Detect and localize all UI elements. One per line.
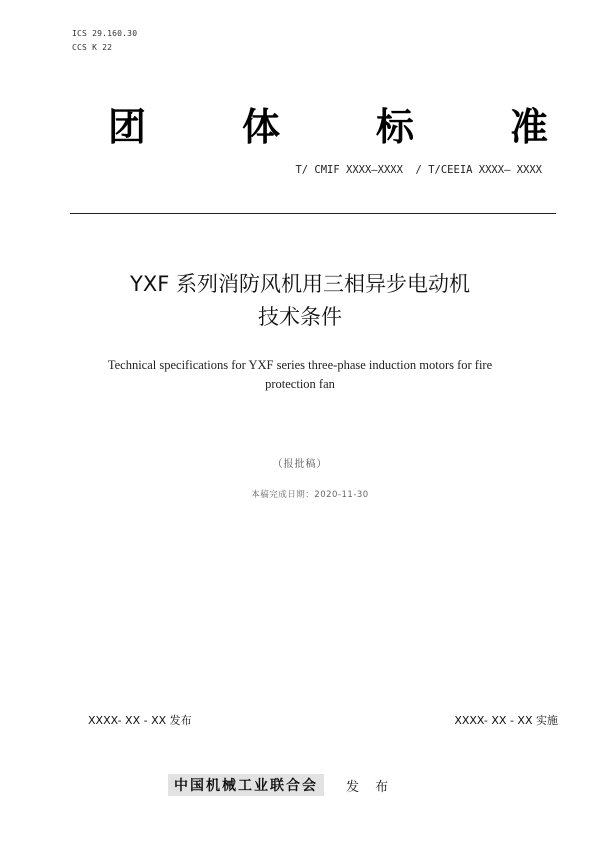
standard-number: T/ CMIF XXXX—XXXX / T/CEEIA XXXX— XXXX	[295, 164, 542, 176]
publish-label: 发 布	[346, 779, 395, 795]
ics-code: ICS 29.160.30	[72, 29, 138, 38]
implementation-date: XXXX- XX - XX 实施	[454, 714, 558, 727]
classification-codes	[72, 27, 137, 55]
publisher-footer	[168, 774, 394, 796]
divider-line	[70, 213, 556, 214]
chinese-title-line2: 技术条件	[258, 305, 342, 329]
title-char: 标	[375, 105, 414, 149]
english-title-line2: protection fan	[265, 377, 335, 391]
chinese-title	[0, 268, 600, 334]
ccs-code: CCS K 22	[72, 43, 113, 52]
title-char: 体	[241, 105, 280, 149]
draft-completion-date: 本稿完成日期：2020-11-30	[251, 490, 369, 500]
publish-date: XXXX- XX - XX 发布	[88, 714, 192, 727]
english-title	[60, 356, 540, 394]
chinese-title-line1: YXF 系列消防风机用三相异步电动机	[130, 272, 470, 296]
draft-label: （报批稿）	[272, 459, 328, 470]
title-char: 准	[509, 105, 548, 149]
english-title-line1: Technical specifications for YXF series three-phase induction motors for fire	[107, 358, 493, 372]
title-char: 团	[108, 105, 147, 149]
standard-type-title	[108, 96, 548, 151]
publisher-organization: 中国机械工业联合会	[168, 774, 324, 796]
